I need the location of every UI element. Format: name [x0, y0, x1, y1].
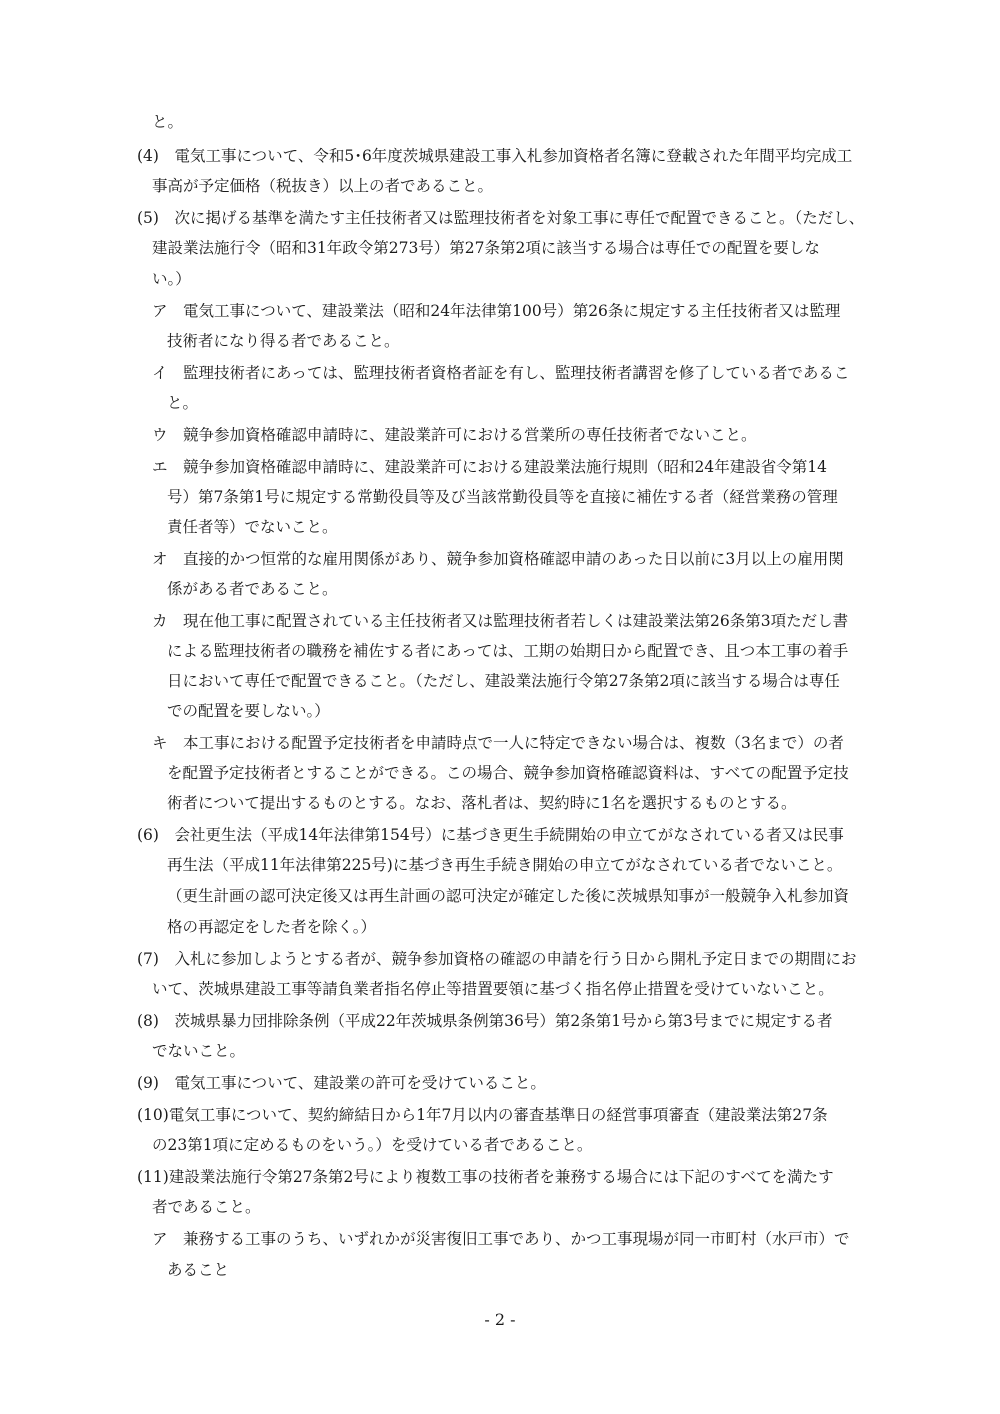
text-line: 術者について提出するものとする。なお、落札者は、契約時に1名を選択するものとする。	[167, 794, 797, 812]
text-line: 係がある者であること。	[167, 580, 338, 598]
text-line: エ 競争参加資格確認申請時に、建設業許可における建設業法施行規則（昭和24年建設省令第14	[152, 458, 827, 476]
text-line: 責任者等）でないこと。	[167, 518, 338, 536]
text-line: 技術者になり得る者であること。	[167, 332, 400, 350]
text-line: (5) 次に掲げる基準を満たす主任技術者又は監理技術者を対象工事に専任で配置できること。（ただし、	[137, 209, 865, 227]
text-line: での配置を要しない。）	[167, 702, 330, 720]
text-line: (9) 電気工事について、建設業の許可を受けていること。	[137, 1074, 546, 1092]
text-line: ウ 競争参加資格確認申請時に、建設業許可における営業所の専任技術者でないこと。	[152, 426, 757, 444]
text-line: の23第1項に定めるものをいう。）を受けている者であること。	[152, 1136, 593, 1154]
text-line: 建設業法施行令（昭和31年政令第273号）第27条第2項に該当する場合は専任での配置を要しな	[152, 239, 820, 257]
text-line: いて、茨城県建設工事等請負業者指名停止等措置要領に基づく指名停止措置を受けていないこと。	[152, 980, 834, 998]
text-line: (7) 入札に参加しようとする者が、競争参加資格の確認の申請を行う日から開札予定日までの期間にお	[137, 950, 857, 968]
text-line: 事高が予定価格（税抜き）以上の者であること。	[152, 177, 494, 195]
text-line: による監理技術者の職務を補佐する者にあっては、工期の始期日から配置でき、且つ本工事の着手	[167, 642, 849, 660]
text-line: （更生計画の認可決定後又は再生計画の認可決定が確定した後に茨城県知事が一般競争入札参加資	[167, 887, 850, 905]
text-line: オ 直接的かつ恒常的な雇用関係があり、競争参加資格確認申請のあった日以前に3月以上の雇用関	[152, 550, 844, 568]
text-line: キ 本工事における配置予定技術者を申請時点で一人に特定できない場合は、複数（3名まで）の者	[152, 734, 844, 752]
text-line: を配置予定技術者とすることができる。この場合、競争参加資格確認資料は、すべての配置予定技	[167, 764, 849, 782]
text-line: (8) 茨城県暴力団排除条例（平成22年茨城県条例第36号）第2条第1号から第3号までに規定する者	[137, 1012, 833, 1030]
text-line: カ 現在他工事に配置されている主任技術者又は監理技術者若しくは建設業法第26条第3項ただし書	[152, 612, 849, 630]
text-line: イ 監理技術者にあっては、監理技術者資格者証を有し、監理技術者講習を修了している者であるこ	[152, 364, 850, 382]
page-number: - 2 -	[484, 1310, 516, 1329]
text-line: 号）第7条第1号に規定する常勤役員等及び当該常勤役員等を直接に補佐する者（経営業務の管理	[167, 488, 838, 506]
text-line: でないこと。	[152, 1042, 246, 1060]
text-line: 日において専任で配置できること。（ただし、建設業法施行令第27条第2項に該当する場合は専任	[167, 672, 840, 690]
text-line: 格の再認定をした者を除く。）	[167, 918, 376, 936]
text-line: 再生法（平成11年法律第225号)に基づき再生手続き開始の申立てがなされている者でないこと。	[167, 856, 843, 874]
text-line: あること	[167, 1261, 230, 1279]
text-line: と。	[167, 394, 199, 412]
text-line: ア 電気工事について、建設業法（昭和24年法律第100号）第26条に規定する主任技術者又は監理	[152, 302, 841, 320]
text-line: い。）	[152, 270, 191, 288]
text-line: (6) 会社更生法（平成14年法律第154号）に基づき更生手続開始の申立てがなされている者又は民事	[137, 826, 844, 844]
text-line: と。	[152, 113, 184, 131]
text-line: (10)電気工事について、契約締結日から1年7月以内の審査基準日の経営事項審査（建設業法第27条	[137, 1106, 828, 1124]
text-line: 者であること。	[152, 1198, 261, 1216]
text-line: (11)建設業法施行令第27条第2号により複数工事の技術者を兼務する場合には下記のすべてを満たす	[137, 1168, 834, 1186]
text-line: ア 兼務する工事のうち、いずれかが災害復旧工事であり、かつ工事現場が同一市町村（水戸市）で	[152, 1230, 850, 1248]
text-line: (4) 電気工事について、令和5･6年度茨城県建設工事入札参加資格者名簿に登載された年間平均完成工	[137, 147, 853, 165]
